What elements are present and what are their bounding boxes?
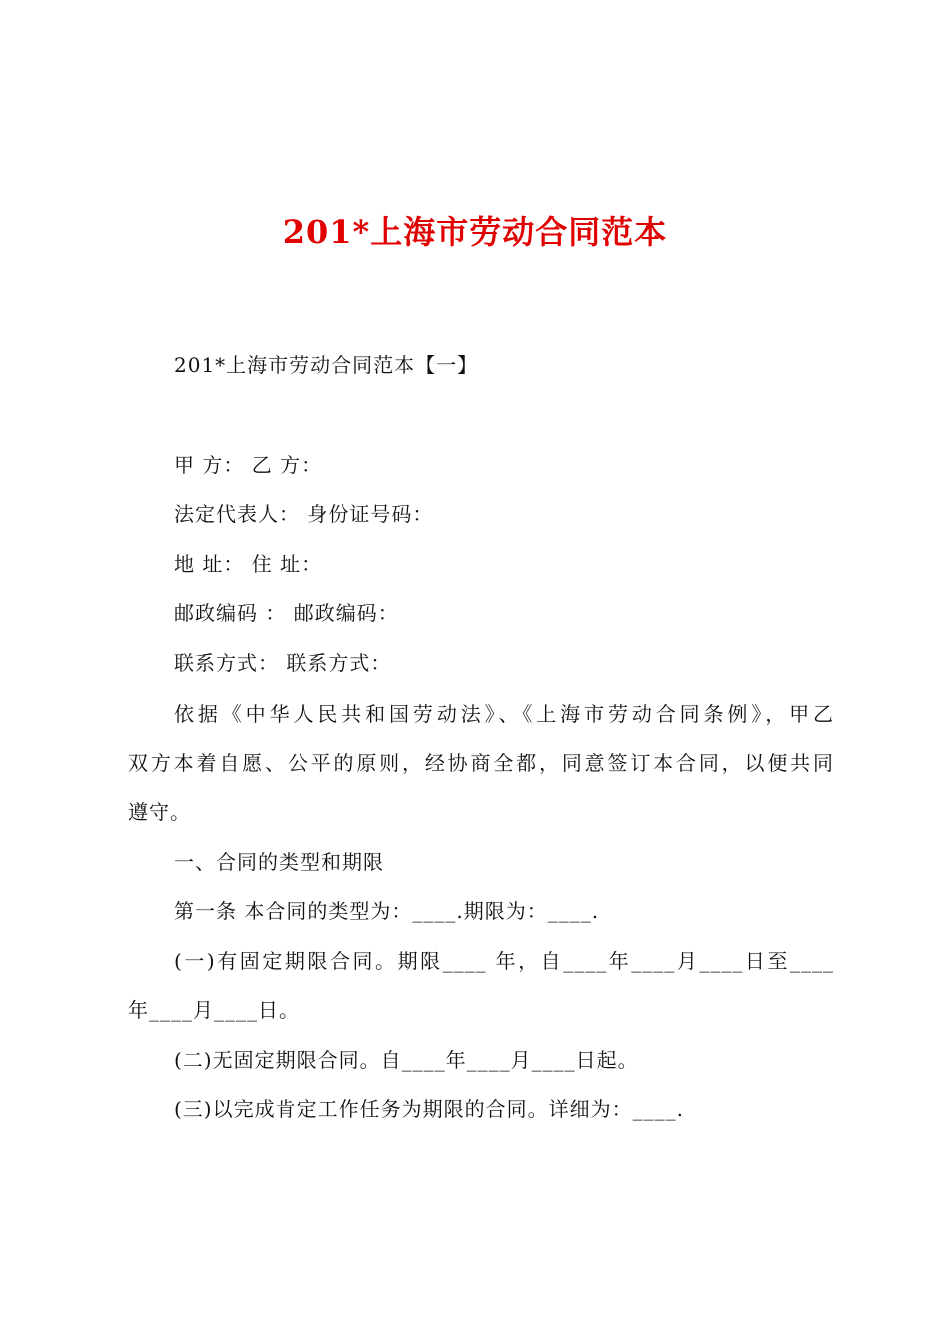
document-title: 201*上海市劳动合同范本 [282, 213, 668, 251]
basis-paragraph-line-1: 依据《中华人民共和国劳动法》、《上海市劳动合同条例》，甲乙 [174, 702, 834, 726]
address-line: 地 址： 住 址： [174, 552, 323, 576]
postcode-line: 邮政编码 ： 邮政编码： [174, 601, 399, 625]
item-1-line-1: (一)有固定期限合同。期限____ 年，自____年____月____日至____ [174, 949, 834, 973]
item-1-line-2: 年____月____日。 [128, 998, 300, 1022]
parties-line: 甲 方： 乙 方： [174, 453, 323, 477]
article-1: 第一条 本合同的类型为：____.期限为：____. [174, 899, 600, 923]
basis-paragraph-line-2: 双方本着自愿、公平的原则，经协商全都，同意签订本合同，以便共同 [128, 751, 834, 775]
document-subtitle: 201*上海市劳动合同范本【一】 [174, 353, 479, 377]
section-1-heading: 一、合同的类型和期限 [174, 850, 384, 874]
contact-line: 联系方式： 联系方式： [174, 651, 392, 675]
basis-paragraph-line-3: 遵守。 [128, 800, 191, 824]
representative-line: 法定代表人： 身份证号码： [174, 502, 434, 526]
item-3: (三)以完成肯定工作任务为期限的合同。详细为：____. [174, 1097, 684, 1121]
item-2: (二)无固定期限合同。自____年____月____日起。 [174, 1048, 639, 1072]
